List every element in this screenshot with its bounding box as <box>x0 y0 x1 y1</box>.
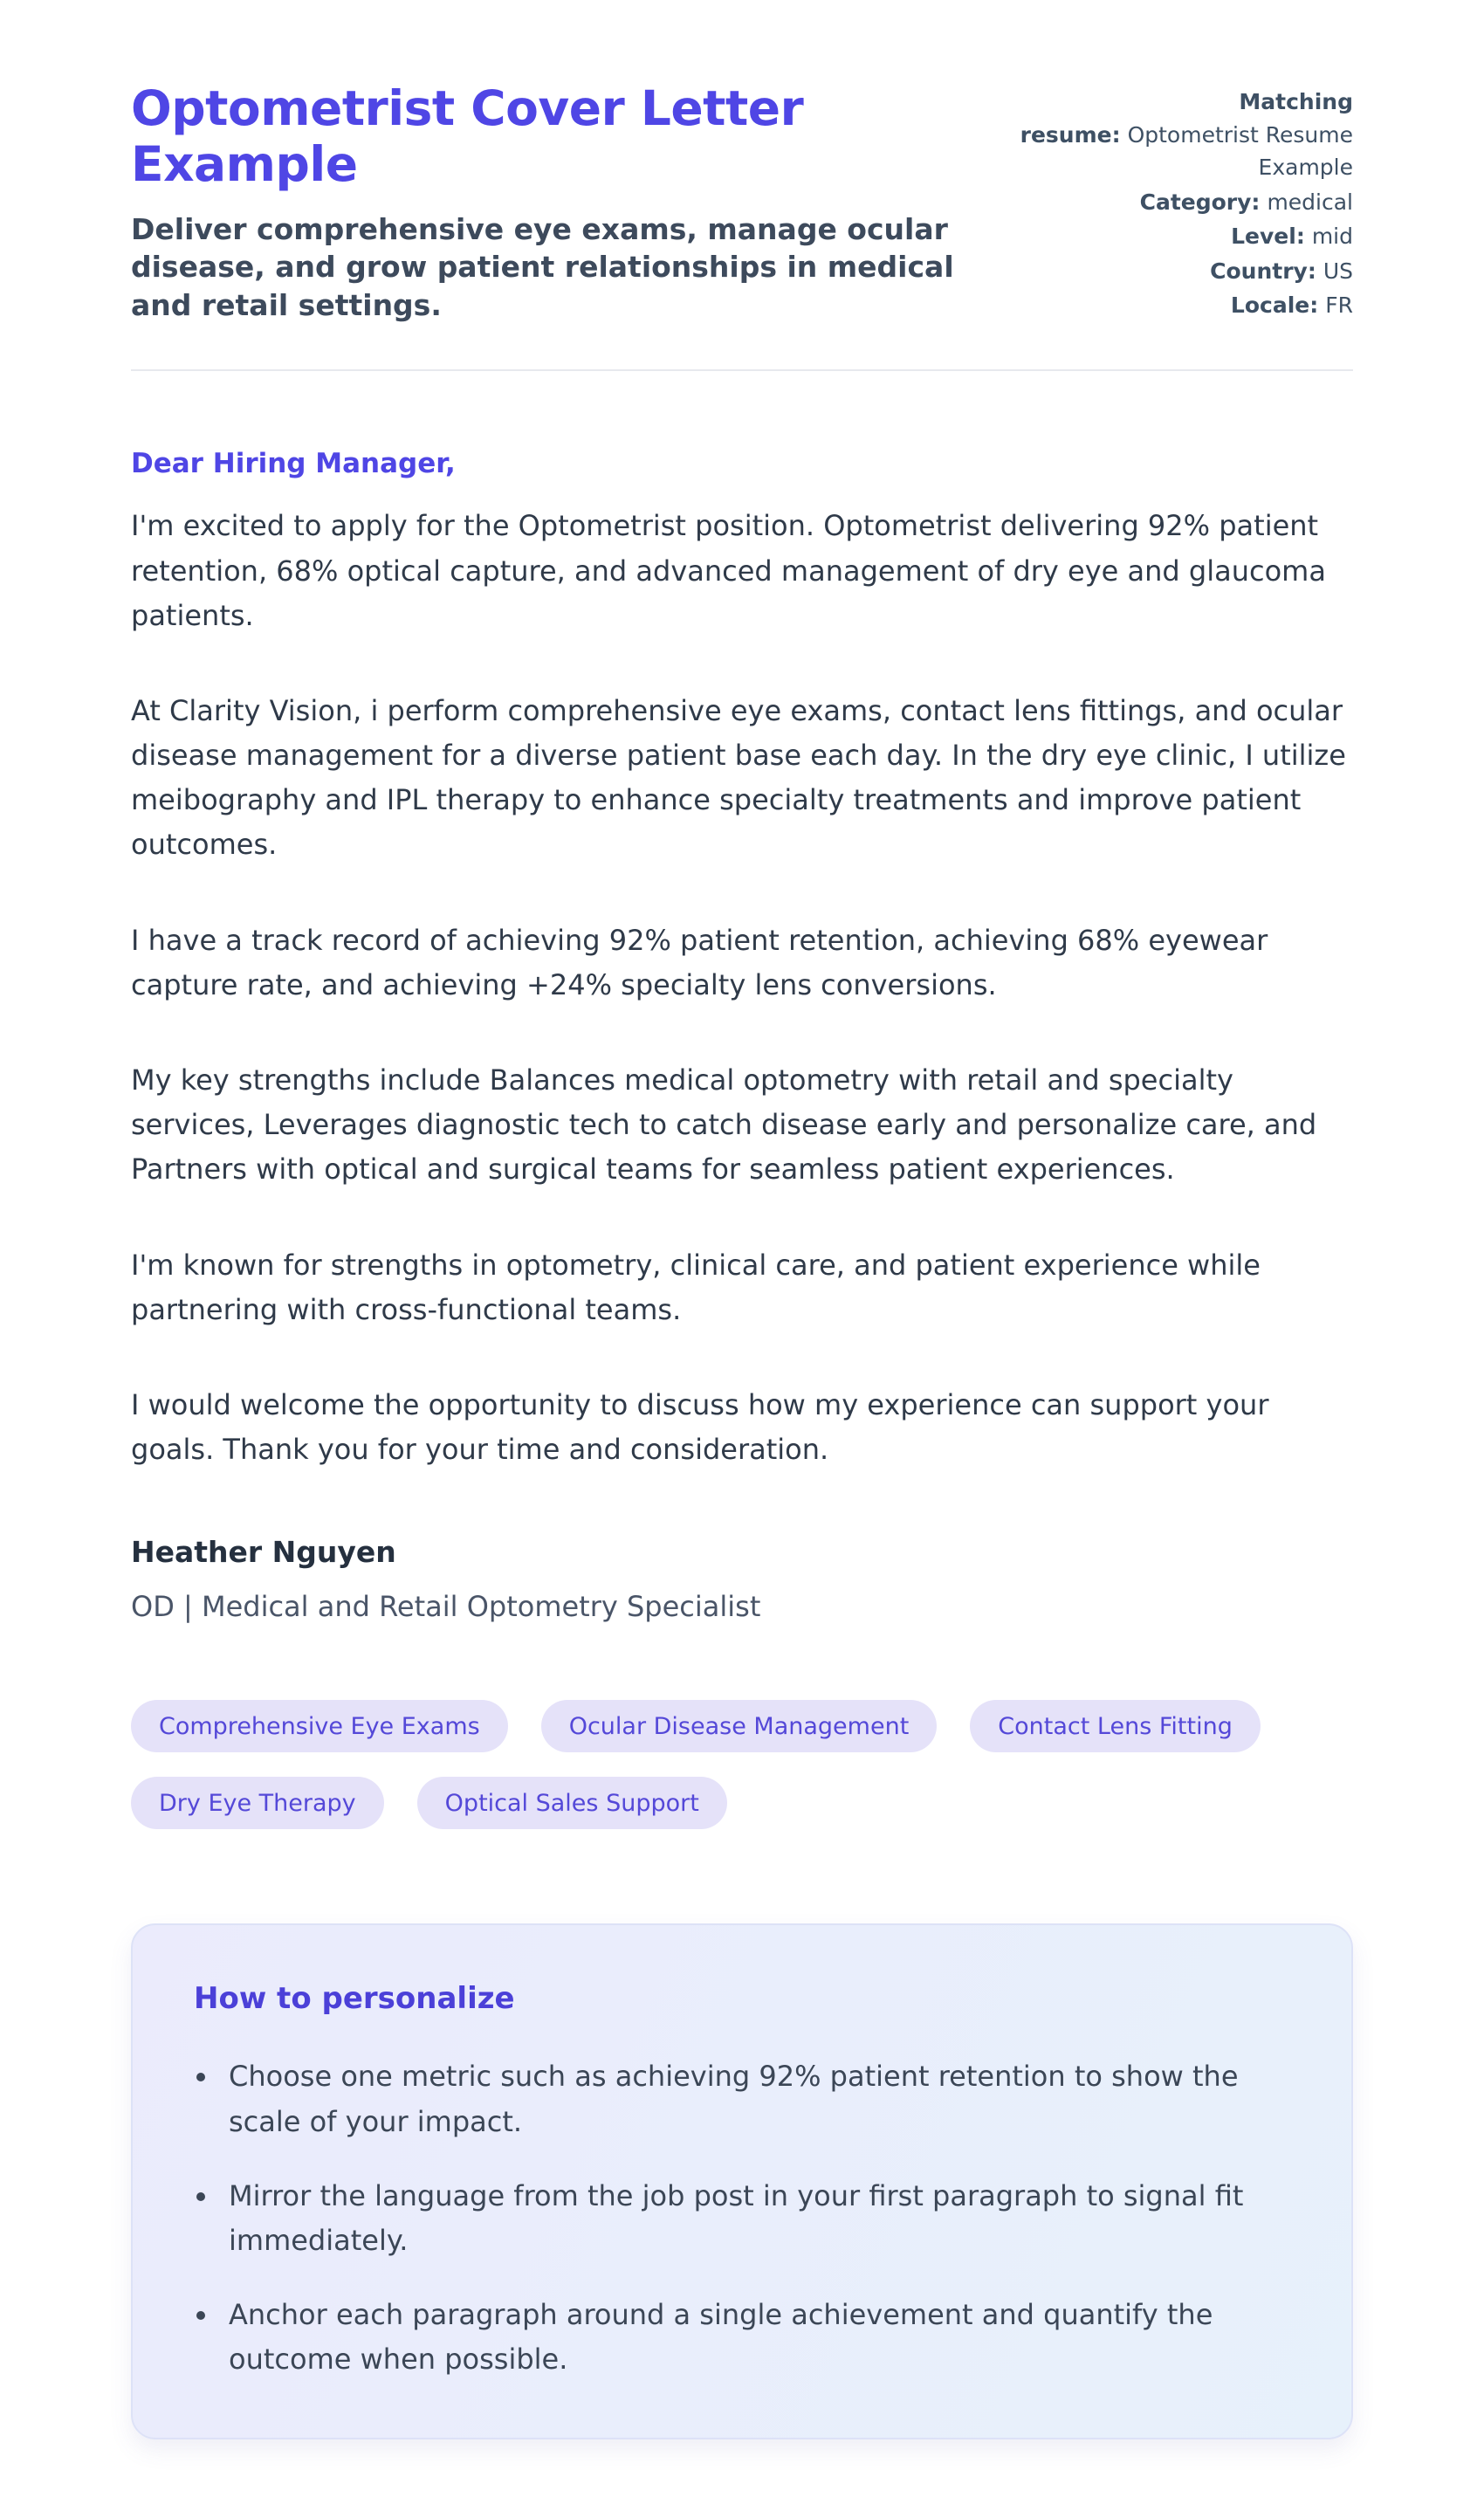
skill-tag[interactable]: Comprehensive Eye Exams <box>131 1700 508 1752</box>
letter-paragraph: I would welcome the opportunity to discuss how my experience can support your goals. Thank you for your time and consideration. <box>131 1387 1269 1467</box>
letter-paragraph: I have a track record of achieving 92% patient retention, achieving 68% eyewear capture rate, and achieving +24% specialty lens conversions. <box>131 923 1268 1001</box>
meta-label: Category: <box>1139 189 1261 215</box>
meta-value: Optometrist Resume Example <box>1127 121 1353 180</box>
skill-tag[interactable]: Ocular Disease Management <box>541 1700 938 1752</box>
header-left <box>131 80 1004 324</box>
letter-paragraph: At Clarity Vision, i perform comprehensive eye exams, contact lens fittings, and ocular disease management for a diverse patient base each day. In the dry eye clinic, I utilize meibography and IPL therapy to enhance specialty treatments and improve patient outcomes. <box>131 693 1346 862</box>
meta-label: Country: <box>1210 258 1316 284</box>
meta-label: Level: <box>1231 224 1305 249</box>
header-divider <box>131 369 1353 371</box>
meta-row <box>1004 86 1353 184</box>
meta-label: Matching resume: <box>1020 89 1353 148</box>
tip-item: • Mirror the language from the job post in your first paragraph to signal fit immediately. <box>220 2174 1301 2263</box>
meta-row <box>1004 289 1353 322</box>
letter-paragraph: I'm known for strengths in optometry, clinical care, and patient experience while partnering with cross-functional teams. <box>131 1248 1261 1326</box>
meta-label: Locale: <box>1230 292 1319 318</box>
personalize-tips-box <box>131 1923 1353 2439</box>
header <box>131 0 1353 324</box>
page-title: Optometrist Cover Letter Example <box>131 80 804 193</box>
tips-list <box>183 2054 1301 2382</box>
meta-value: FR <box>1325 292 1353 318</box>
letter-paragraph: I'm excited to apply for the Optometrist position. Optometrist delivering 92% patient retention, 68% optical capture, and advanced management of dry eye and glaucoma patients. <box>131 509 1326 632</box>
skill-tag[interactable]: Contact Lens Fitting <box>970 1700 1261 1752</box>
cover-letter <box>131 448 1353 1829</box>
tip-item: • Anchor each paragraph around a single achievement and quantify the outcome when possible. <box>220 2293 1301 2382</box>
tips-heading: How to personalize <box>194 1981 515 2017</box>
signature-title: OD | Medical and Retail Optometry Specialist <box>131 1590 761 1624</box>
tip-item: • Choose one metric such as achieving 92% patient retention to show the scale of your impact. <box>220 2054 1301 2143</box>
meta-value: medical <box>1267 189 1353 215</box>
meta-value: mid <box>1311 224 1353 249</box>
letter-paragraphs <box>131 504 1353 1472</box>
skill-tags <box>131 1700 1353 1829</box>
signature-name: Heather Nguyen <box>131 1535 396 1570</box>
skill-tag[interactable]: Dry Eye Therapy <box>131 1777 384 1829</box>
salutation: Dear Hiring Manager, <box>131 448 456 480</box>
meta-row <box>1004 186 1353 219</box>
meta-value: US <box>1323 258 1353 284</box>
letter-paragraph: My key strengths include Balances medical optometry with retail and specialty services, Leverages diagnostic tech to catch disease early and personalize care, and Partners with optical and surgical teams for seamless patient experiences. <box>131 1063 1317 1187</box>
skill-tag[interactable]: Optical Sales Support <box>417 1777 727 1829</box>
page-subtitle: Deliver comprehensive eye exams, manage ocular disease, and grow patient relationships in medical and retail settings. <box>131 211 954 322</box>
resume-meta <box>1004 80 1353 324</box>
meta-row <box>1004 255 1353 288</box>
meta-row <box>1004 220 1353 253</box>
